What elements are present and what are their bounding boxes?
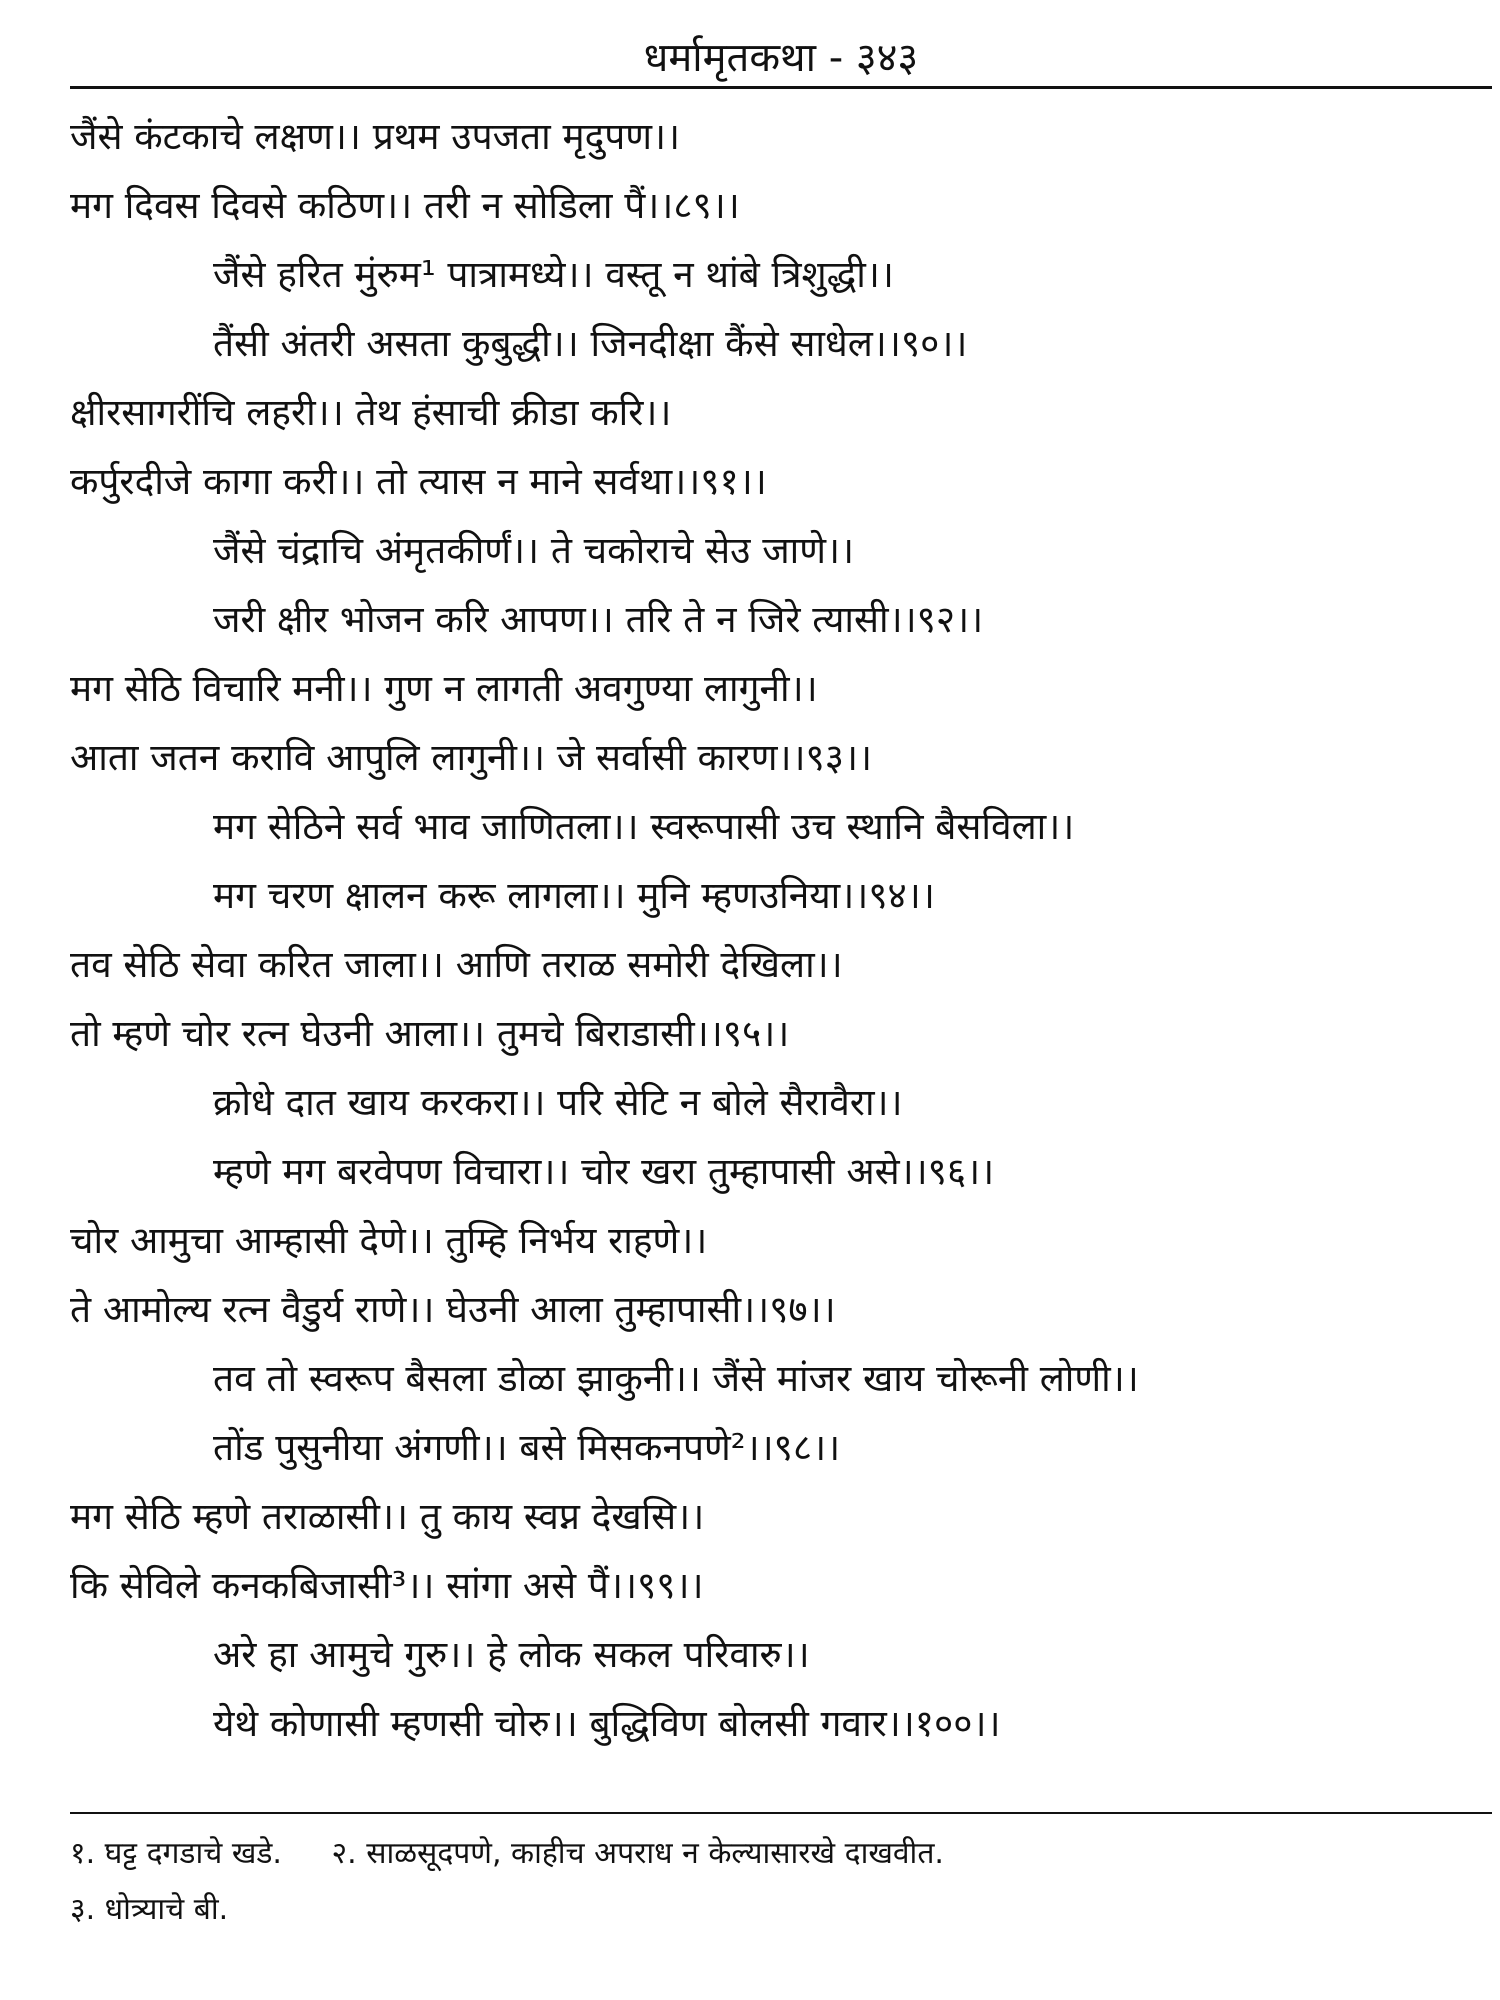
footnote-item: ३. धोत्र्याचे बी. [70,1892,229,1927]
verse-line: मग सेठि विचारि मनी।। गुण न लागती अवगुण्या लागुनी।। [70,667,818,710]
verse-line: जरी क्षीर भोजन करि आपण।। तरि ते न जिरे त्यासी।।९२।। [213,598,984,641]
verse-line: तव सेठि सेवा करित जाला।। आणि तराळ समोरी देखिला।। [70,943,843,986]
footnotes [70,1826,1492,1938]
verse-line: कि सेविले कनकबिजासी³।। सांगा असे पैं।।९९।। [70,1564,704,1607]
verse-line: मग दिवस दिवसे कठिण।। तरी न सोडिला पैं।।८९।। [70,184,740,227]
footnote-row [70,1826,1492,1882]
footnote-divider [70,1812,1492,1814]
verse-line: आता जतन करावि आपुलि लागुनी।। जे सर्वासी कारण।।९३।। [70,736,873,779]
verse-line: क्रोधे दात खाय करकरा।। परि सेटि न बोले सैरावैरा।। [213,1081,903,1124]
footnote-item: १. घट्ट दगडाचे खडे. [70,1836,282,1871]
verse-line: मग सेठि म्हणे तराळासी।। तु काय स्वप्न देखसि।। [70,1495,705,1538]
verse-line: म्हणे मग बरवेपण विचारा।। चोर खरा तुम्हापासी असे।।९६।। [213,1150,995,1193]
verse-line: जैंसे हरित मुंरुम¹ पात्रामध्ये।। वस्तू न थांबे त्रिशुद्धी।। [213,253,894,296]
verse-line: चोर आमुचा आम्हासी देणे।। तुम्हि निर्भय राहणे।। [70,1219,708,1262]
verse-line: तव तो स्वरूप बैसला डोळा झाकुनी।। जैंसे मांजर खाय चोरूनी लोणी।। [213,1357,1139,1400]
verse-line: ते आमोल्य रत्न वैडुर्य राणे।। घेउनी आला तुम्हापासी।।९७।। [70,1288,836,1331]
verse-line: क्षीरसागरींचि लहरी।। तेथ हंसाची क्रीडा करि।। [70,391,672,434]
verse-line: तैंसी अंतरी असता कुबुद्धी।। जिनदीक्षा कैंसे साधेल।।९०।। [213,322,968,365]
verse-line: मग सेठिने सर्व भाव जाणितला।। स्वरूपासी उच स्थानि बैसविला।। [213,805,1075,848]
verse-line: येथे कोणासी म्हणसी चोरु।। बुद्धिविण बोलसी गवार।।१००।। [213,1702,1001,1745]
verse-line: मग चरण क्षालन करू लागला।। मुनि म्हणउनिया।।९४।। [213,874,935,917]
verse-line: कर्पुरदीजे कागा करी।। तो त्यास न माने सर्वथा।।९१।। [70,460,767,503]
verse-line: तोंड पुसुनीया अंगणी।। बसे मिसकनपणे²।।९८।। [213,1426,841,1469]
verse-line: जैंसे कंटकाचे लक्षण।। प्रथम उपजता मृदुपण।। [70,115,681,158]
verse-block [70,102,1492,1758]
verse-line: तो म्हणे चोर रत्न घेउनी आला।। तुमचे बिराडासी।।९५।। [70,1012,790,1055]
page-header: धर्मामृतकथा - ३४३ [643,35,919,81]
header-divider [70,86,1492,89]
verse-line: जैंसे चंद्राचि अंमृतकीर्णं।। ते चकोराचे सेउ जाणे।। [213,529,855,572]
footnote-item: २. साळसूदपणे, काहीच अपराध न केल्यासारखे दाखवीत. [331,1836,944,1871]
footnote-row [70,1882,1492,1938]
verse-line: अरे हा आमुचे गुरु।। हे लोक सकल परिवारु।। [213,1633,810,1676]
